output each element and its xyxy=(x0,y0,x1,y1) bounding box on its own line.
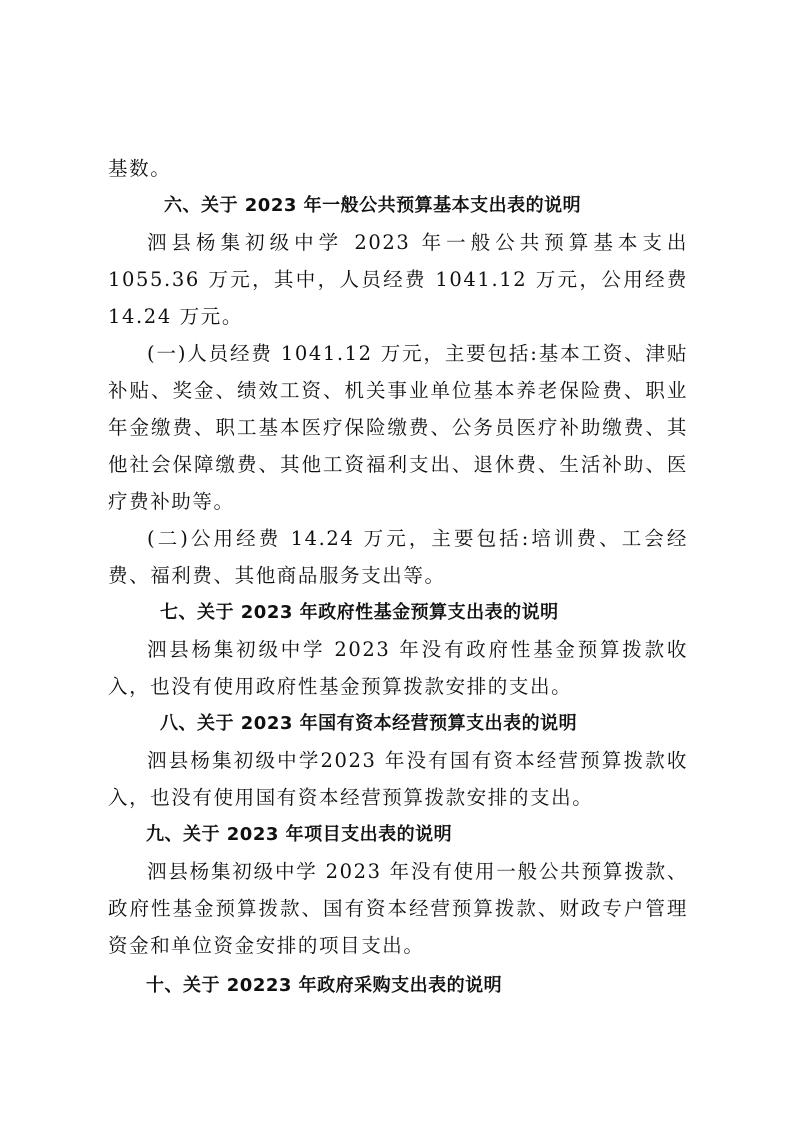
paragraph-project-expenditure: 泗县杨集初级中学 2023 年没有使用一般公共预算拨款、政府性基金预算拨款、国有资本经营预算拨款、财政专户管理资金和单位资金安排的项目支出。 xyxy=(108,860,688,957)
document-page xyxy=(108,150,688,1004)
section-heading-8: 八、关于 2023 年国有资本经营预算支出表的说明 xyxy=(160,713,578,734)
paragraph-government-fund: 泗县杨集初级中学 2023 年没有政府性基金预算拨款收入，也没有使用政府性基金预算拨款安排的支出。 xyxy=(108,638,688,698)
section-heading-10: 十、关于 20223 年政府采购支出表的说明 xyxy=(146,975,503,996)
paragraph-public-expenses: (二)公用经费 14.24 万元，主要包括:培训费、工会经费、福利费、其他商品服务支出等。 xyxy=(108,527,688,587)
section-heading-7: 七、关于 2023 年政府性基金预算支出表的说明 xyxy=(160,602,559,623)
paragraph-state-capital: 泗县杨集初级中学2023 年没有国有资本经营预算拨款收入，也没有使用国有资本经营预算拨款安排的支出。 xyxy=(108,749,688,809)
section-heading-6: 六、关于 2023 年一般公共预算基本支出表的说明 xyxy=(164,195,582,216)
paragraph-personnel-expenses: (一)人员经费 1041.12 万元，主要包括:基本工资、津贴补贴、奖金、绩效工资、机关事业单位基本养老保险费、职业年金缴费、职工基本医疗保险缴费、公务员医疗补助缴费、其他社会保障缴费、其他工资福利支出、退休费、生活补助、医疗费补助等。 xyxy=(108,342,688,513)
section-heading-9: 九、关于 2023 年项目支出表的说明 xyxy=(146,824,453,845)
paragraph-continuation: 基数。 xyxy=(108,157,172,180)
paragraph-basic-expenditure-summary: 泗县杨集初级中学 2023 年一般公共预算基本支出 1055.36 万元，其中，人员经费 1041.12 万元，公用经费 14.24 万元。 xyxy=(108,231,688,328)
